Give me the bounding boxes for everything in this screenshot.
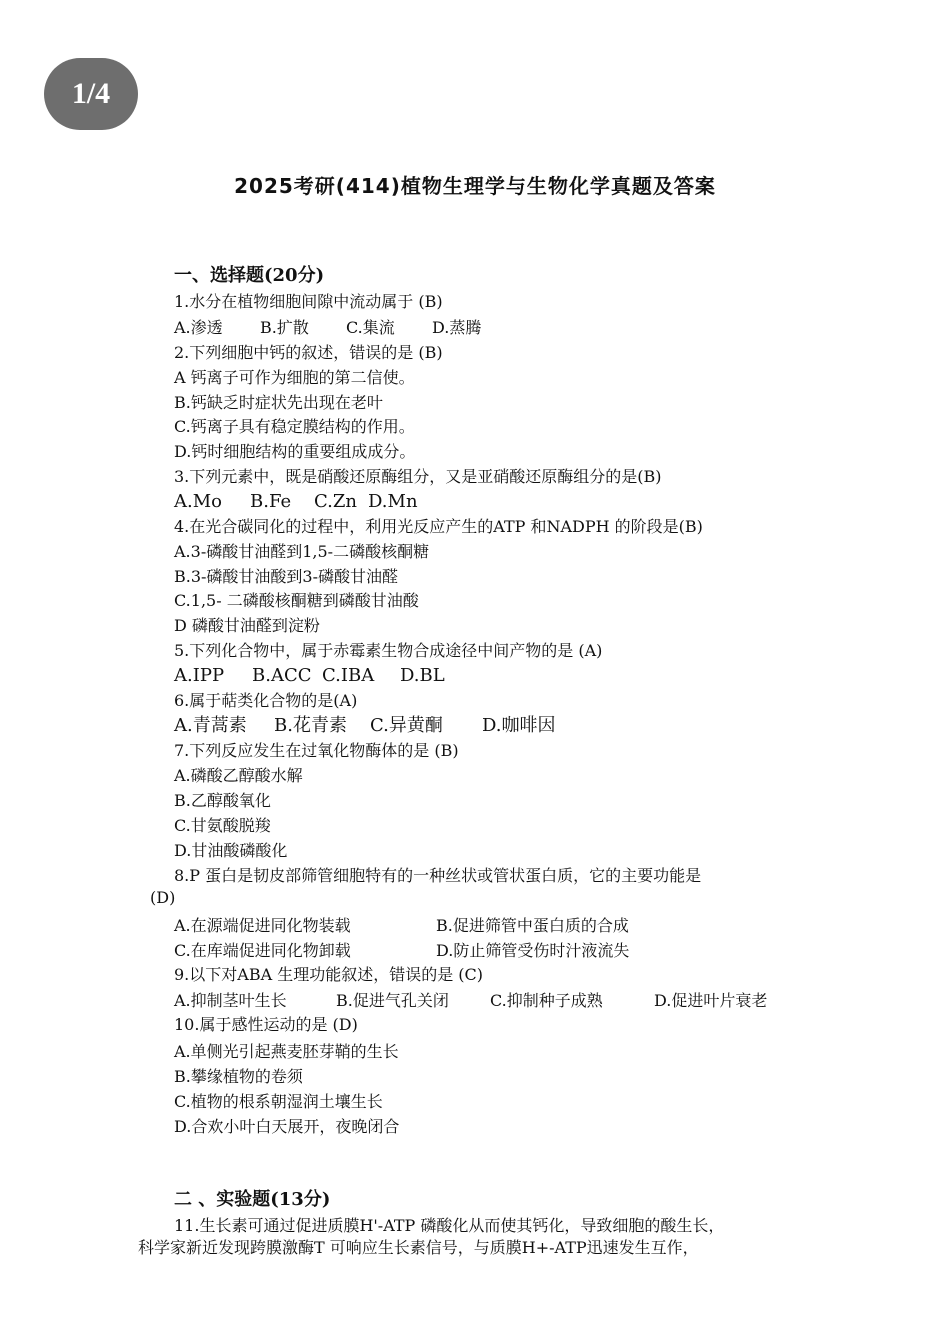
option: B.花青素	[274, 715, 347, 736]
question-8-stem: 8.P 蛋白是韧皮部筛管细胞特有的一种丝状或管状蛋白质，它的主要功能是	[174, 866, 702, 885]
option: C.异黄酮	[370, 715, 443, 736]
option: B.Fe	[250, 491, 292, 512]
question-2-option-d: D.钙时细胞结构的重要组成成分。	[174, 442, 416, 461]
question-7-option-a: A.磷酸乙醇酸水解	[174, 766, 303, 785]
question-4-option-a: A.3-磷酸甘油醛到1,5-二磷酸核酮糖	[174, 542, 430, 561]
section-heading-experiment: 二 、实验题(13分)	[174, 1189, 331, 1210]
option: D.防止筛管受伤时汁液流失	[436, 941, 630, 960]
option: C.IBA	[322, 665, 375, 686]
section-heading-choice: 一、选择题(20分)	[174, 265, 325, 286]
question-8-stem-answer: (D)	[150, 888, 176, 907]
option: C.Zn	[314, 491, 357, 512]
question-1-stem: 1.水分在植物细胞间隙中流动属于 (B)	[174, 292, 443, 311]
page-indicator-badge: 1/4	[44, 58, 138, 130]
option: B.扩散	[260, 318, 309, 337]
question-7-option-c: C.甘氨酸脱羧	[174, 816, 271, 835]
question-5-stem: 5.下列化合物中，属于赤霉素生物合成途径中间产物的是 (A)	[174, 641, 603, 660]
option: B.ACC	[252, 665, 312, 686]
option: B.促进气孔关闭	[336, 991, 449, 1010]
question-2-option-c: C.钙离子具有稳定膜结构的作用。	[174, 417, 415, 436]
question-6-stem: 6.属于萜类化合物的是(A)	[174, 691, 358, 710]
option: A.渗透	[174, 318, 223, 337]
option: A.青蒿素	[174, 715, 247, 736]
option: D.Mn	[368, 491, 418, 512]
question-4-option-c: C.1,5- 二磷酸核酮糖到磷酸甘油酸	[174, 591, 419, 610]
document-title: 2025考研(414)植物生理学与生物化学真题及答案	[234, 174, 716, 198]
question-4-stem: 4.在光合碳同化的过程中，利用光反应产生的ATP 和NADPH 的阶段是(B)	[174, 517, 703, 536]
question-4-option-b: B.3-磷酸甘油酸到3-磷酸甘油醛	[174, 567, 399, 586]
option: C.抑制种子成熟	[490, 991, 603, 1010]
question-9-stem: 9.以下对ABA 生理功能叙述，错误的是 (C)	[174, 965, 484, 984]
option: A.在源端促进同化物装载	[174, 916, 351, 935]
option: D.蒸腾	[432, 318, 482, 337]
option: D.BL	[400, 665, 445, 686]
question-10-stem: 10.属于感性运动的是 (D)	[174, 1015, 358, 1034]
question-7-option-b: B.乙醇酸氧化	[174, 791, 271, 810]
option: A.Mo	[174, 491, 222, 512]
question-2-option-b: B.钙缺乏时症状先出现在老叶	[174, 393, 383, 412]
question-10-option-b: B.攀缘植物的卷须	[174, 1067, 303, 1086]
option: C.在库端促进同化物卸载	[174, 941, 351, 960]
question-7-option-d: D.甘油酸磷酸化	[174, 841, 288, 860]
question-10-option-d: D.合欢小叶白天展开，夜晚闭合	[174, 1117, 400, 1136]
question-10-option-a: A.单侧光引起燕麦胚芽鞘的生长	[174, 1042, 399, 1061]
question-2-stem: 2.下列细胞中钙的叙述，错误的是 (B)	[174, 343, 443, 362]
option: C.集流	[346, 318, 395, 337]
option: D.咖啡因	[482, 715, 556, 736]
question-7-stem: 7.下列反应发生在过氧化物酶体的是 (B)	[174, 741, 459, 760]
option: B.促进筛管中蛋白质的合成	[436, 916, 629, 935]
question-3-stem: 3.下列元素中，既是硝酸还原酶组分，又是亚硝酸还原酶组分的是(B)	[174, 467, 662, 486]
option: A.IPP	[174, 665, 225, 686]
question-10-option-c: C.植物的根系朝湿润土壤生长	[174, 1092, 383, 1111]
question-11-line-1: 11.生长素可通过促进质膜H'-ATP 磷酸化从而使其钙化，导致细胞的酸生长，	[174, 1216, 725, 1235]
question-11-line-2: 科学家新近发现跨膜激酶T 可响应生长素信号，与质膜H+-ATP迅速发生互作，	[138, 1238, 699, 1257]
option: D.促进叶片衰老	[654, 991, 768, 1010]
question-4-option-d: D 磷酸甘油醛到淀粉	[174, 616, 320, 635]
question-2-option-a: A 钙离子可作为细胞的第二信使。	[174, 368, 415, 387]
option: A.抑制茎叶生长	[174, 991, 287, 1010]
